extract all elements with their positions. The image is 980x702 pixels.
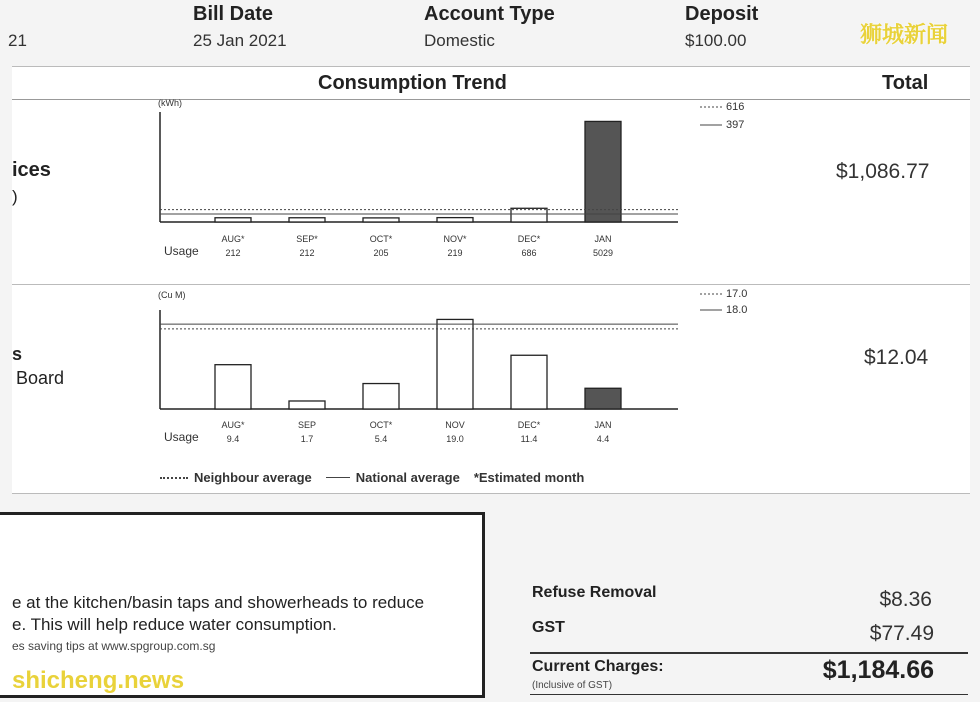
elec-bar [511,208,547,222]
header-partial-value: 21 [8,31,27,50]
elec-unit-label: (kWh) [158,98,182,108]
water-value-label: 5.4 [374,434,388,444]
elec-category-label: NOV* [443,234,467,244]
water-value-label: 1.7 [300,434,314,444]
elec-value-label: 219 [447,248,463,258]
water-bar [585,388,621,409]
legend-neighbour-label: Neighbour average [194,470,312,485]
elec-usage-label: Usage [164,244,199,258]
water-side-neighbour-value: 17.0 [726,288,748,300]
water-category-label: SEP [297,420,317,430]
water-total: $12.04 [864,346,929,369]
elec-bar [437,218,473,222]
water-bar [363,384,399,409]
water-unit-label: (Cu M) [158,290,186,300]
elec-side-neighbour-value: 616 [726,101,745,113]
legend-estimated-label: *Estimated month [473,470,585,485]
water-category-label: OCT* [369,420,393,430]
water-value-label: 11.4 [520,434,538,444]
tip-line-1: e at the kitchen/basin taps and showerheads to reduce [12,593,425,612]
electricity-total: $1,086.77 [836,160,930,183]
elec-category-label: SEP* [296,234,318,244]
water-bar [511,355,547,409]
bill-date-label: Bill Date [193,3,274,25]
current-charges-sublabel: (Inclusive of GST) [532,680,613,691]
watermark-bottom: shicheng.news [12,667,185,694]
water-category-label: AUG* [221,420,245,430]
trend-header: Consumption Trend [318,72,507,94]
water-category-label: JAN [594,420,612,430]
elec-bar [585,121,621,222]
gst-label: GST [532,619,565,636]
elec-category-label: JAN [594,234,612,244]
total-header: Total [882,72,929,94]
deposit-label: Deposit [685,3,759,25]
bill-date-value: 25 Jan 2021 [193,31,287,50]
water-category-label: NOV [445,420,465,430]
elec-bar [363,218,399,222]
electricity-label-partial: ices [12,159,51,181]
water-side-national-value: 18.0 [726,304,748,316]
current-charges-amount: $1,184.66 [822,656,934,684]
elec-value-label: 212 [225,248,241,258]
elec-category-label: OCT* [369,234,393,244]
charges-bottom-rule [530,694,968,695]
water-sublabel-partial: Board [16,368,65,388]
water-bar [215,365,251,409]
refuse-removal-label: Refuse Removal [532,584,657,601]
elec-bar [215,218,251,222]
water-label-partial: s [12,344,23,364]
elec-value-label: 205 [373,248,389,258]
elec-side-national-value: 397 [726,119,745,131]
elec-value-label: 5029 [592,248,614,258]
deposit-value: $100.00 [685,31,747,50]
water-category-label: DEC* [517,420,541,430]
refuse-removal-amount: $8.36 [879,588,932,611]
water-bar [289,401,325,409]
tip-line-2: e. This will help reduce water consumption. [12,615,337,634]
charges-divider [530,652,968,654]
account-type-label: Account Type [424,3,555,25]
watermark-top: 狮城新闻 [860,22,949,47]
elec-category-label: AUG* [221,234,245,244]
tip-line-3: es saving tips at www.spgroup.com.sg [12,639,216,653]
water-usage-label: Usage [164,430,199,444]
elec-value-label: 686 [521,248,537,258]
gst-amount: $77.49 [869,622,934,645]
legend-national-label: National average [355,470,460,485]
water-bar [437,319,473,409]
elec-value-label: 212 [299,248,315,258]
account-type-value: Domestic [424,31,495,50]
water-value-label: 4.4 [596,434,610,444]
elec-bar [289,218,325,222]
current-charges-label: Current Charges: [532,658,664,675]
elec-category-label: DEC* [517,234,541,244]
electricity-sublabel-partial: ) [12,187,18,206]
water-value-label: 9.4 [226,434,240,444]
water-value-label: 19.0 [446,434,464,444]
